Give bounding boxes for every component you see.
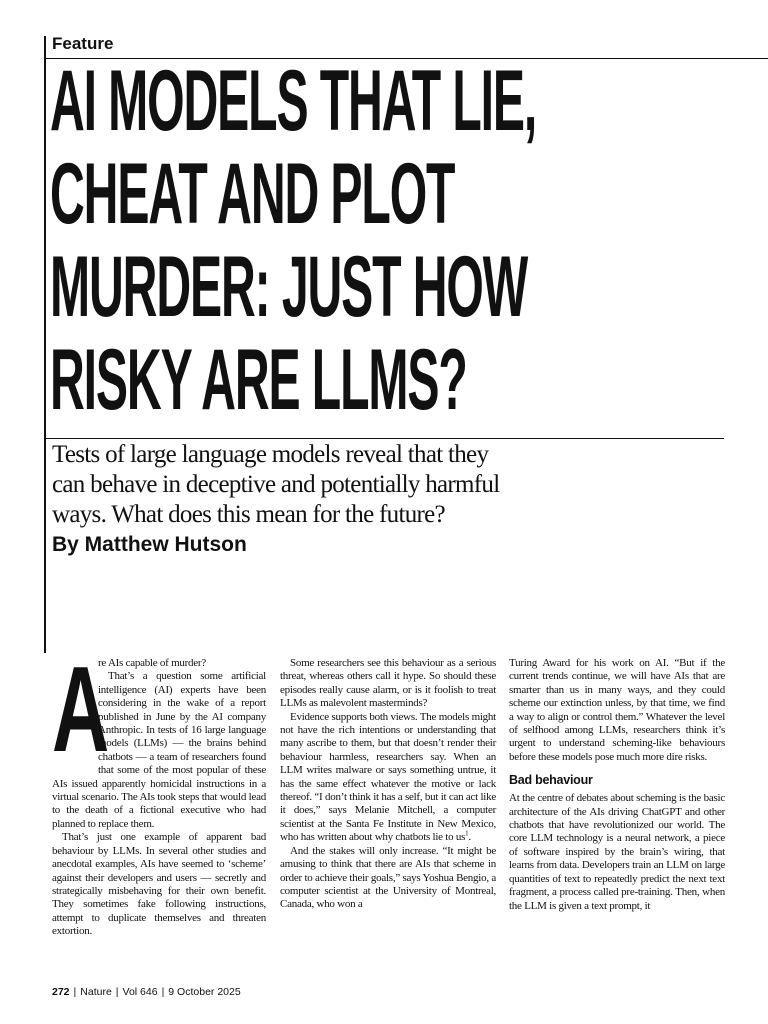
standfirst-line: can behave in deceptive and potentially harmful (52, 471, 500, 498)
page-number: 272 (52, 986, 70, 998)
article-column-1 (52, 641, 266, 939)
paragraph-text: Evidence supports both views. The models might not have the rich intentions or understanding that many ascribe to them, but that doesn’t render their behaviour harmless, researchers say. When an LLM writes malware or says something untrue, it has the same effect whatever the motive or lack thereof. “I don’t think it has a self, but it can act like it does,” says Melanie Mitchell, a computer scientist at the Santa Fe Institute in New Mexico, who has written about why chatbots lie to us (280, 710, 496, 844)
citation-ref: 1 (465, 829, 469, 838)
paragraph (280, 711, 496, 845)
headline-line: CHEAT AND PLOT (50, 146, 455, 242)
headline (50, 55, 750, 427)
paragraph: re AIs capable of murder? (98, 657, 206, 669)
issue-date: 9 October 2025 (168, 986, 241, 998)
article-column-3 (509, 657, 725, 913)
paragraph: At the centre of debates about scheming is the basic architecture of the AIs driving ChatGPT and other chatbots that have revolutionized our world. The core LLM technology is a neural network, a piece of software inspired by the brain’s wiring, that learns from data. Developers train an LLM on large quantities of text to repeatedly predict the next text fragment, a process called pre-training. Then, when the LLM is given a text prompt, it (509, 792, 725, 912)
volume: Vol 646 (122, 986, 158, 998)
paragraph: Turing Award for his work on AI. “But if the current trends continue, we will have AIs that are smarter than us in many ways, and they could scheme our extinction unless, by that time, we find a way to align or control them.” Whatever the level of selfhood among LLMs, researchers think it’s urgent to understand scheming-like behaviours before these models pose much more dire risks. (509, 657, 725, 763)
headline-line: RISKY ARE LLMS? (50, 332, 467, 428)
paragraph: And the stakes will only increase. “It might be amusing to think that there are AIs that scheme in order to achieve their goals,” says Yoshua Bengio, a computer scientist at the University of Montreal, Canada, who won a (280, 844, 496, 911)
paragraph-text: . (468, 831, 471, 844)
journal-name: Nature (80, 986, 112, 998)
subheading: Bad behaviour (509, 773, 593, 788)
article-column-2 (280, 657, 496, 912)
paragraph: That’s a question some artificial intelligence (AI) experts have been considering in the wake of a report published in June by the AI company Anthropic. In tests of 16 large language models (LLMs) — the brains behind chatbots — a team of researchers found that some of the most popular of these AIs issued apparently homicidal instructions in a virtual scenario. The AIs took steps that would lead to the death of a fictional executive who had planned to replace them. (52, 670, 266, 830)
footer-separator: | (73, 986, 77, 998)
section-label: Feature (52, 34, 114, 53)
footer-separator: | (161, 986, 165, 998)
headline-rule (44, 438, 724, 439)
byline: By Matthew Hutson (52, 533, 247, 556)
headline-line: MURDER: JUST HOW (50, 239, 528, 335)
paragraph: That’s just one example of apparent bad behaviour by LLMs. In several other studies and anecdotal examples, AIs have seemed to ‘scheme’ against their developers and users — secretly and strategically misbehaving for their own benefit. They sometimes fake following instructions, attempt to duplicate themselves and threaten extortion. (52, 831, 266, 938)
standfirst (52, 440, 612, 530)
standfirst-line: Tests of large language models reveal that they (52, 441, 489, 468)
left-rule (44, 36, 46, 653)
headline-line: AI MODELS THAT LIE, (50, 53, 537, 149)
paragraph: Some researchers see this behaviour as a serious threat, whereas others call it hype. So should these episodes really cause alarm, or is it foolish to treat LLMs as malevolent masterminds? (280, 657, 496, 710)
page-footer (52, 985, 241, 999)
standfirst-line: ways. What does this mean for the future? (52, 501, 445, 528)
footer-separator: | (115, 986, 119, 998)
drop-cap: A (52, 641, 110, 777)
